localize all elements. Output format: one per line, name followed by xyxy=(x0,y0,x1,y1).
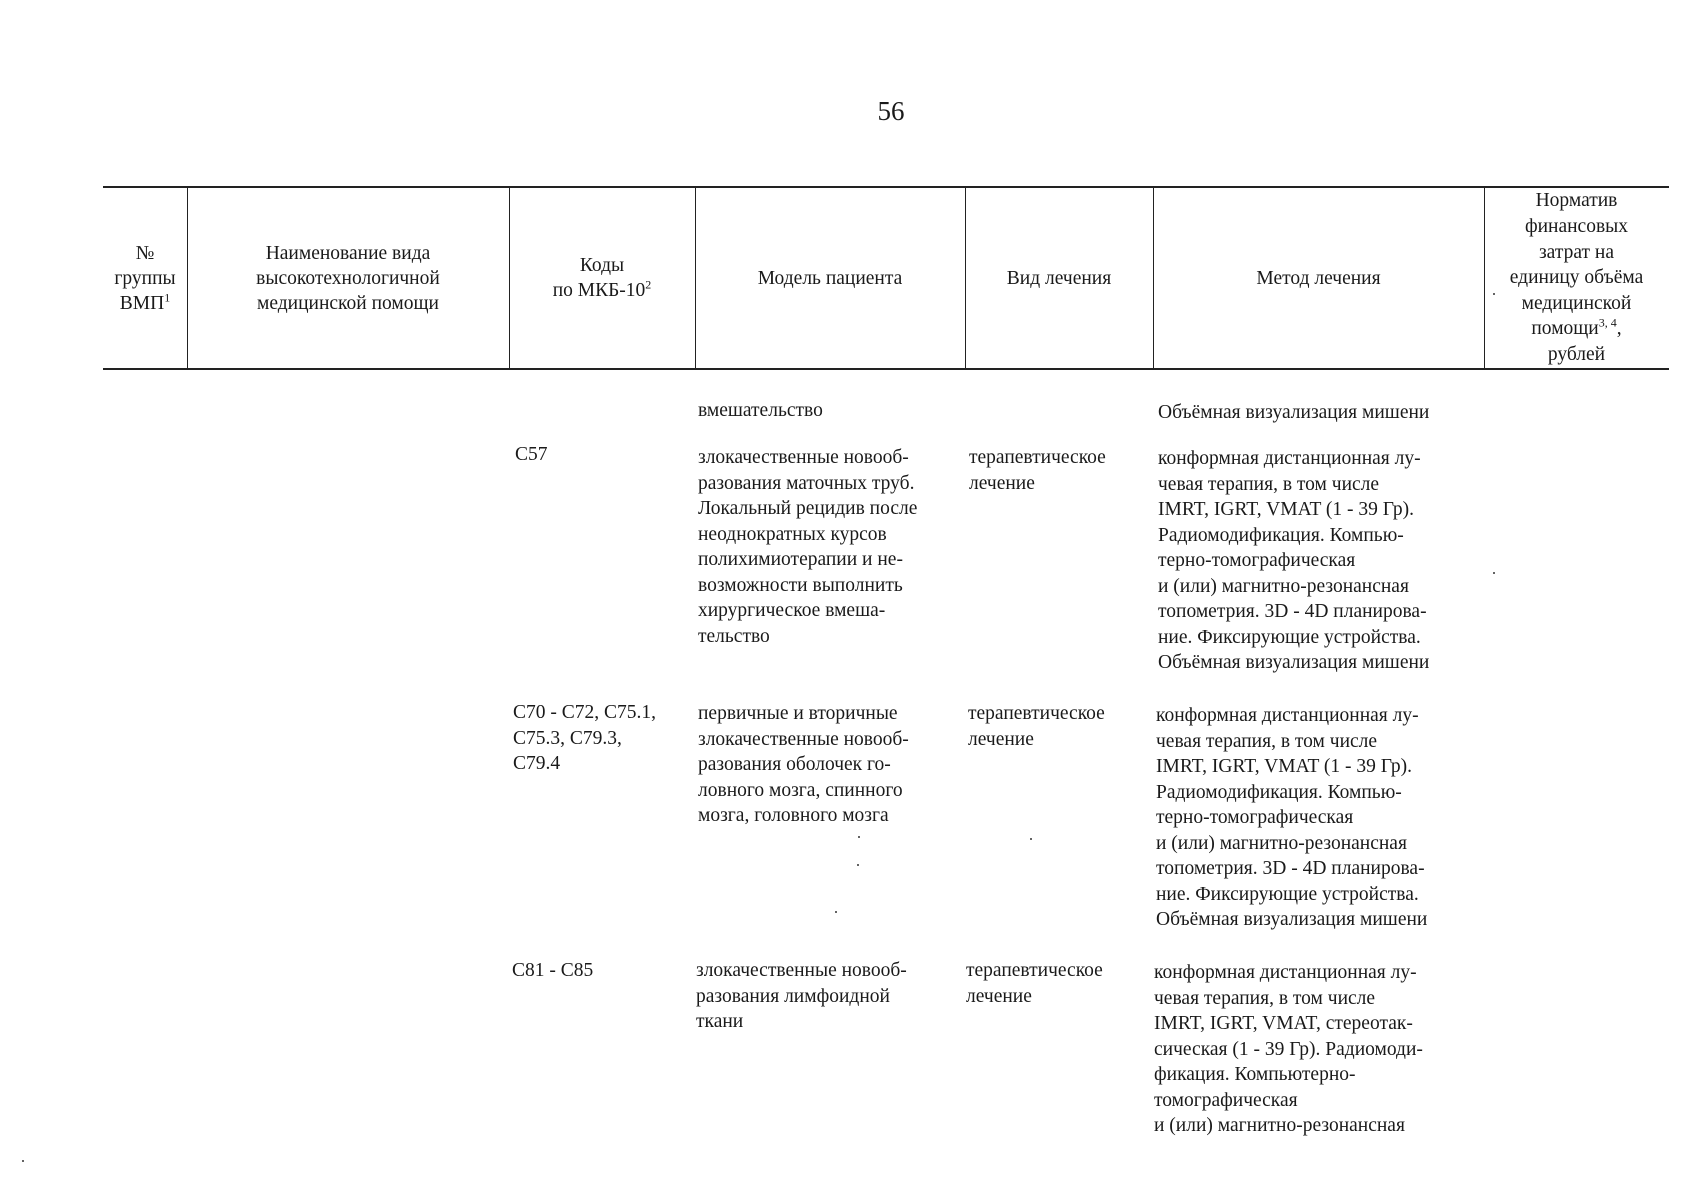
row-3-patient-model: злокачественные новооб- разования лимфоидной ткани xyxy=(696,960,907,1032)
row-0-treatment-method: Объёмная визуализация мишени xyxy=(1158,402,1430,423)
header-treatment-type: Вид лечения xyxy=(1006,267,1112,289)
scan-speck xyxy=(857,864,859,866)
row-1-patient-model: злокачественные новооб- разования маточных труб. Локальный рецидив после неоднократных курсов полихимиотерапии и не- возможности выполнить хирургическое вмеша- тельство xyxy=(698,447,918,647)
page-number: 56 xyxy=(877,96,905,126)
row-2-treatment-type: терапевтическое лечение xyxy=(968,703,1105,750)
row-2-icd-codes: C70 - C72, C75.1, C75.3, C79.3, C79.4 xyxy=(513,702,657,774)
scan-speck xyxy=(835,911,837,913)
row-3-treatment-type: терапевтическое лечение xyxy=(966,960,1103,1007)
row-2-patient-model: первичные и вторичные злокачественные новооб- разования оболочек го- ловного мозга, спинного мозга, головного мозга xyxy=(698,703,909,826)
row-1-treatment-type: терапевтическое лечение xyxy=(969,447,1106,494)
scan-speck xyxy=(1493,293,1495,295)
row-1-treatment-method: конформная дистанционная лу- чевая терапия, в том числе IMRT, IGRT, VMAT (1 - 39 Гр). Радиомодификация. Компью- терно-томографическая и (или) магнитно-резонансная топометрия. 3D - 4D планирова- ние. Фиксирующие устройства. Объёмная визуализация мишени xyxy=(1158,448,1430,673)
header-group-no: № группы ВМП$^1$ xyxy=(114,242,176,314)
row-3-treatment-method: конформная дистанционная лу- чевая терапия, в том числе IMRT, IGRT, VMAT, стереотак- сическая (1 - 39 Гр). Радиомоди- фикация. Компьютерно- томографическая и (или) магнитно-резонансная xyxy=(1154,962,1423,1136)
scan-speck xyxy=(1030,838,1032,840)
header-patient-model: Модель пациента xyxy=(757,267,903,289)
header-vmp-name: Наименование вида высокотехнологичной медицинской помощи xyxy=(256,242,440,314)
scan-speck xyxy=(858,836,860,838)
row-2-treatment-method: конформная дистанционная лу- чевая терапия, в том числе IMRT, IGRT, VMAT (1 - 39 Гр). Радиомодификация. Компью- терно-томографическая и (или) магнитно-резонансная топометрия. 3D - 4D планирова- ние. Фиксирующие устройства. Объёмная визуализация мишени xyxy=(1156,705,1428,930)
header-cost-norm: Норматив финансовых затрат на единицу объёма медицинской помощи$^{3, 4}$, рублей xyxy=(1509,190,1644,365)
scan-speck xyxy=(22,1160,24,1162)
row-1-icd-codes: C57 xyxy=(515,444,548,465)
scan-speck xyxy=(1493,572,1495,574)
header-treatment-method: Метод лечения xyxy=(1256,267,1381,289)
table-header xyxy=(103,186,1669,370)
row-0-patient-model: вмешательство xyxy=(698,400,823,421)
header-icd-codes: Коды по МКБ-$10^2$ xyxy=(552,255,652,301)
row-3-icd-codes: C81 - C85 xyxy=(512,960,594,981)
